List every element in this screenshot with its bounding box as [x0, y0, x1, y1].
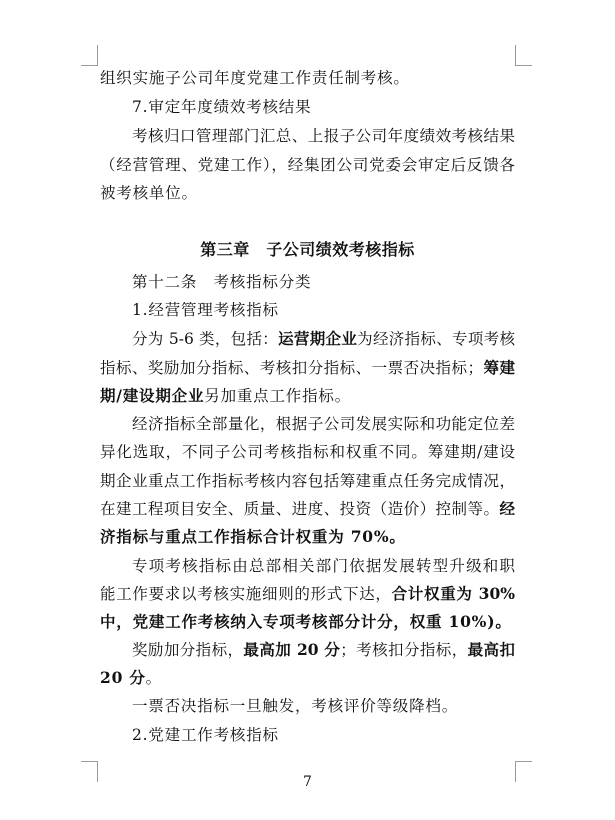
text-run: 分为 5-6 类，包括： — [132, 330, 279, 348]
bold-text: 20 分 — [100, 668, 146, 687]
article-heading — [132, 271, 515, 293]
bold-text: 经 — [499, 499, 515, 518]
text-run: 。 — [145, 669, 162, 687]
text-line — [100, 611, 515, 633]
text-line — [100, 154, 515, 176]
text-line — [100, 498, 515, 520]
bold-text: 运营期企业 — [278, 329, 358, 348]
bold-text: 中，党建工作考核纳入专项考核部分计分，权重 10%)。 — [100, 612, 512, 631]
text-run: 另加重点工作指标。 — [204, 387, 351, 405]
text-run: 能工作要求以考核实施细则的形式下达， — [100, 585, 392, 603]
crop-mark-top-right — [515, 45, 532, 66]
text-run: 一票否决指标一旦触发，考核评价等级降档。 — [132, 697, 459, 715]
text-run: （经营管理、党建工作），经集团公司党委会审定后反馈各 — [100, 156, 515, 174]
page-number: 7 — [303, 774, 312, 790]
text-line — [100, 583, 515, 605]
item-heading — [132, 299, 515, 321]
item-heading — [132, 96, 515, 118]
text-line — [100, 441, 515, 463]
text-line — [132, 125, 515, 147]
text-line — [100, 470, 515, 492]
text-run: 经济指标全部量化，根据子公司发展实际和功能定位差 — [132, 415, 515, 433]
text-run: 为经济指标、专项考核 — [357, 330, 515, 348]
text-line — [132, 555, 515, 577]
text-line — [100, 667, 515, 689]
chapter-title: 第三章 子公司绩效考核指标 — [200, 240, 415, 259]
text-run: 考核归口管理部门汇总、上报子公司年度绩效考核结果 — [132, 127, 515, 145]
text-run: 指标、奖励加分指标、考核扣分指标、一票否决指标； — [100, 359, 484, 377]
text-run: 7.审定年度绩效考核结果 — [132, 98, 312, 116]
text-run: 在建工程项目安全、质量、进度、投资（造价）控制等。 — [100, 500, 500, 518]
text-line — [132, 695, 515, 717]
text-run: 期企业重点工作指标考核内容包括筹建重点任务完成情况， — [100, 472, 515, 490]
bold-text: 筹建 — [483, 358, 515, 377]
bold-text: 济指标与重点工作指标合计权重为 70%。 — [100, 527, 406, 546]
text-line — [100, 357, 515, 379]
bold-text: 最高扣 — [467, 640, 515, 659]
text-run: 2.党建工作考核指标 — [132, 726, 279, 744]
text-run: 专项考核指标由总部相关部门依据发展转型升级和职 — [132, 557, 515, 575]
bold-text: 最高加 20 分 — [243, 640, 341, 659]
text-run: 奖励加分指标， — [132, 641, 244, 659]
text-run: 第十二条 考核指标分类 — [132, 273, 312, 291]
bold-text: 合计权重为 30% — [391, 584, 515, 603]
text-run: 异化选取，不同子公司考核指标和权重不同。筹建期/建设 — [100, 443, 515, 461]
crop-mark-top-left — [81, 45, 98, 66]
item-heading — [132, 724, 515, 746]
text-line — [100, 385, 515, 407]
bold-text: 期/建设期企业 — [100, 386, 205, 405]
text-line — [132, 413, 515, 435]
text-line — [100, 67, 515, 89]
text-run: 组织实施子公司年度党建工作责任制考核。 — [100, 69, 410, 87]
text-line — [100, 526, 515, 548]
text-line — [132, 639, 515, 661]
text-line — [132, 328, 515, 350]
text-run: 1.经营管理考核指标 — [132, 301, 279, 319]
text-run: ；考核扣分指标， — [340, 641, 468, 659]
text-line — [100, 182, 515, 204]
text-run: 被考核单位。 — [100, 184, 198, 202]
